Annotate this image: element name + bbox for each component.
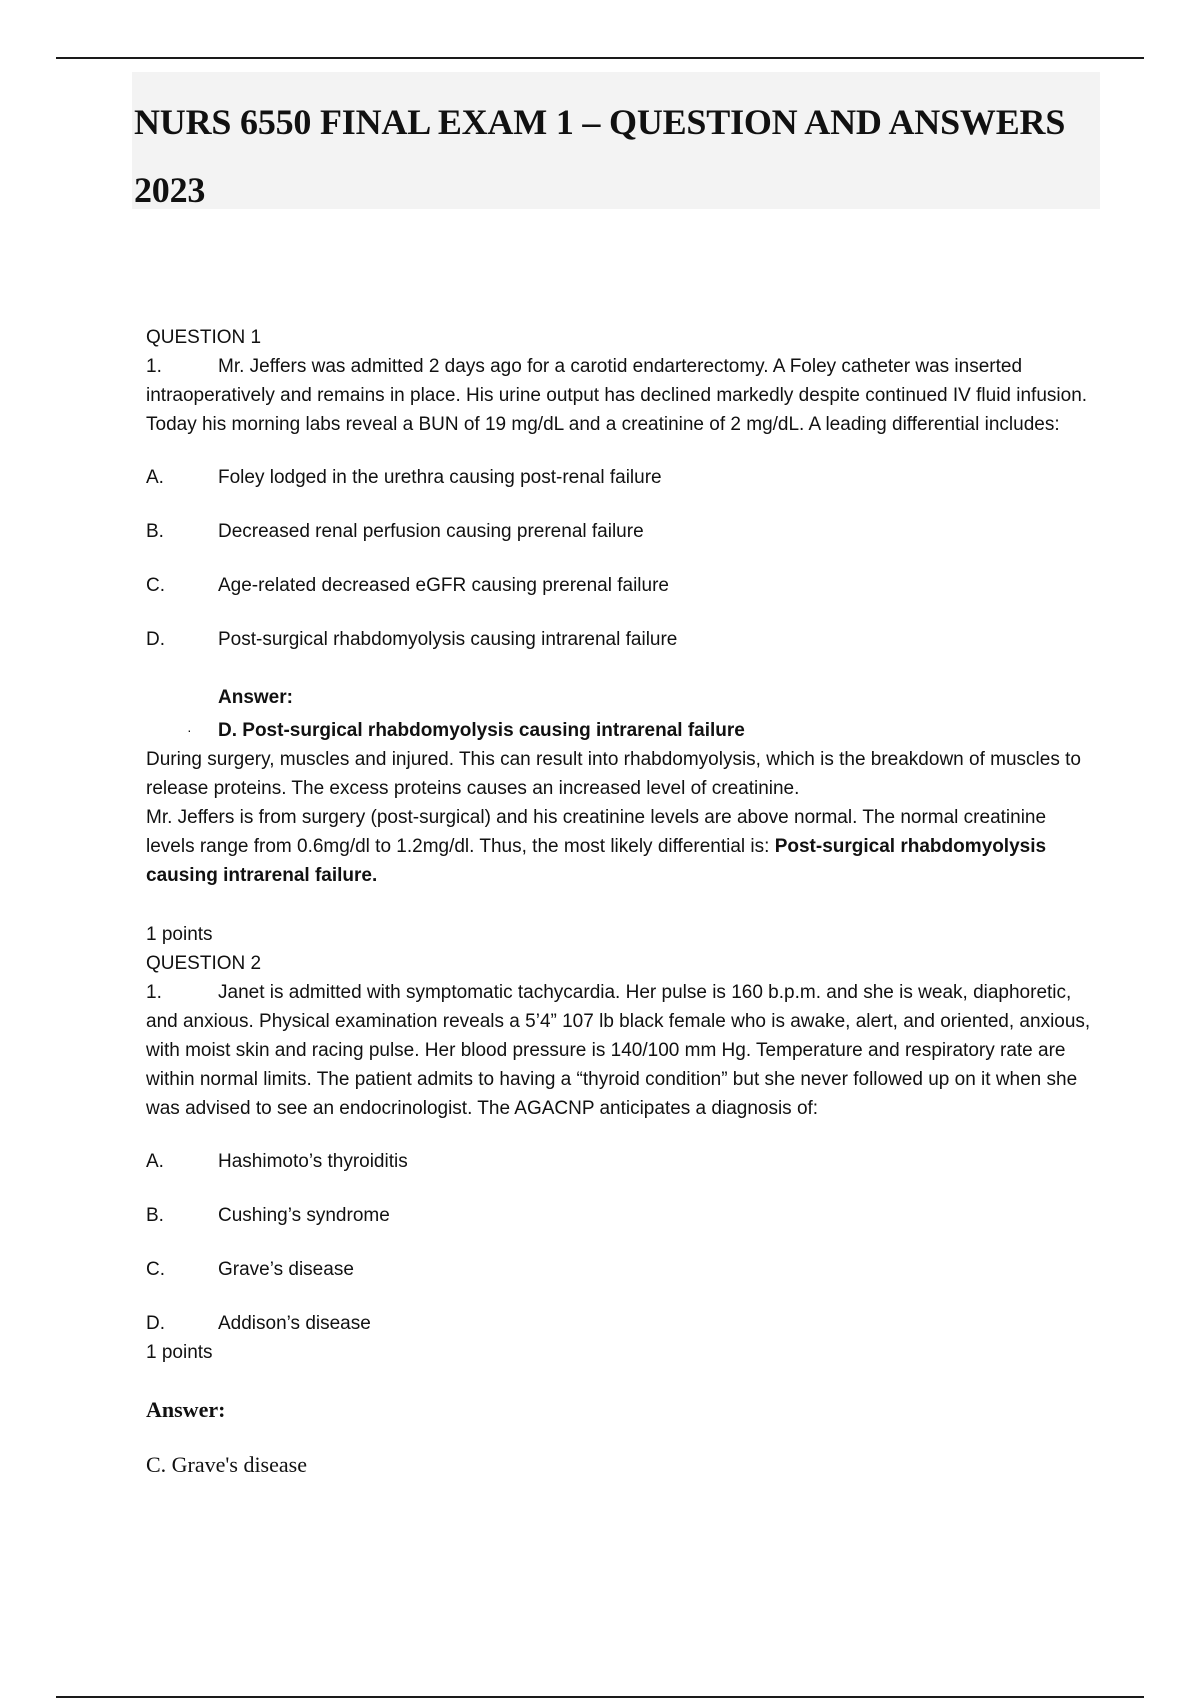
question-stem: [146, 978, 1096, 1123]
points-label: 1 points: [146, 1342, 213, 1363]
answer-block: [146, 1395, 1096, 1479]
option-letter: D.: [146, 1313, 165, 1334]
option-letter: D.: [146, 629, 165, 650]
answer-label: Answer:: [218, 687, 293, 708]
answer-block: [187, 683, 1096, 745]
option-text: Hashimoto’s thyroiditis: [218, 1151, 408, 1172]
question-heading: QUESTION 2: [146, 953, 262, 974]
exam-content: [146, 323, 1096, 1479]
spacer: [146, 890, 1096, 920]
explanation-2: [146, 803, 1096, 890]
question-2: [146, 949, 1096, 1479]
answer-label: Answer:: [146, 1397, 226, 1422]
option-text: Grave’s disease: [218, 1259, 354, 1280]
option-c: [146, 1255, 1096, 1309]
option-text: Decreased renal perfusion causing prerenal failure: [218, 521, 644, 542]
question-stem-text: Mr. Jeffers was admitted 2 days ago for a carotid endarterectomy. A Foley catheter was inserted intraoperatively and remains in place. His urine output has declined markedly despite continued IV fluid infusion. Today his morning labs reveal a BUN of 19 mg/dL and a creatinine of 2 mg/dL. A leading differential includes:: [146, 356, 1088, 435]
option-list: [146, 463, 1096, 679]
title-line-2: 2023: [134, 170, 206, 210]
option-b: [146, 517, 1096, 571]
option-letter: A.: [146, 467, 164, 488]
top-rule: [56, 57, 1144, 59]
option-text: Cushing’s syndrome: [218, 1205, 390, 1226]
answer-text: D. Post-surgical rhabdomyolysis causing intrarenal failure: [218, 720, 745, 741]
option-c: [146, 571, 1096, 625]
question-stem-text: Janet is admitted with symptomatic tachycardia. Her pulse is 160 b.p.m. and she is weak, diaphoretic, and anxious. Physical examination reveals a 5’4” 107 lb black female who is awake, alert, and oriented, anxious, with moist skin and racing pulse. Her blood pressure is 140/100 mm Hg. Temperature and respiratory rate are within normal limits. The patient admits to having a “thyroid condition” but she never followed up on it when she was advised to see an endocrinologist. The AGACNP anticipates a diagnosis of:: [146, 982, 1091, 1119]
option-text: Post-surgical rhabdomyolysis causing intrarenal failure: [218, 629, 678, 650]
option-d: [146, 625, 1096, 679]
option-a: [146, 463, 1096, 517]
option-b: [146, 1201, 1096, 1255]
option-letter: B.: [146, 1205, 164, 1226]
option-letter: B.: [146, 521, 164, 542]
answer-text: C. Grave's disease: [146, 1452, 307, 1477]
question-1: [146, 323, 1096, 949]
points-label: 1 points: [146, 924, 213, 945]
option-text: Foley lodged in the urethra causing post-renal failure: [218, 467, 662, 488]
bottom-rule: [56, 1696, 1144, 1698]
option-a: [146, 1147, 1096, 1201]
option-d: [146, 1309, 1096, 1338]
option-text: Addison’s disease: [218, 1313, 371, 1334]
explanation-1: During surgery, muscles and injured. This can result into rhabdomyolysis, which is the breakdown of muscles to release proteins. The excess proteins causes an increased level of creatinine.: [146, 749, 1081, 799]
option-letter: A.: [146, 1151, 164, 1172]
answer-value: [187, 716, 1096, 745]
title-line-1: NURS 6550 FINAL EXAM 1 – QUESTION AND ANSWERS: [134, 102, 1066, 142]
page-title: [132, 72, 1100, 224]
question-number: 1.: [146, 982, 162, 1003]
option-letter: C.: [146, 575, 165, 596]
question-heading: QUESTION 1: [146, 327, 262, 348]
title-banner: [132, 72, 1100, 209]
option-text: Age-related decreased eGFR causing prerenal failure: [218, 575, 669, 596]
explanation-2-bold: Post-surgical rhabdomyolysis causing intrarenal failure.: [146, 836, 1047, 886]
bullet-icon: ·: [187, 722, 192, 738]
option-letter: C.: [146, 1259, 165, 1280]
question-stem: [146, 352, 1096, 439]
option-list: [146, 1147, 1096, 1338]
question-number: 1.: [146, 356, 162, 377]
explanation-2-text: Mr. Jeffers is from surgery (post-surgical) and his creatinine levels are above normal. The normal creatinine levels range from 0.6mg/dl to 1.2mg/dl. Thus, the most likely differential is:: [146, 807, 1047, 857]
